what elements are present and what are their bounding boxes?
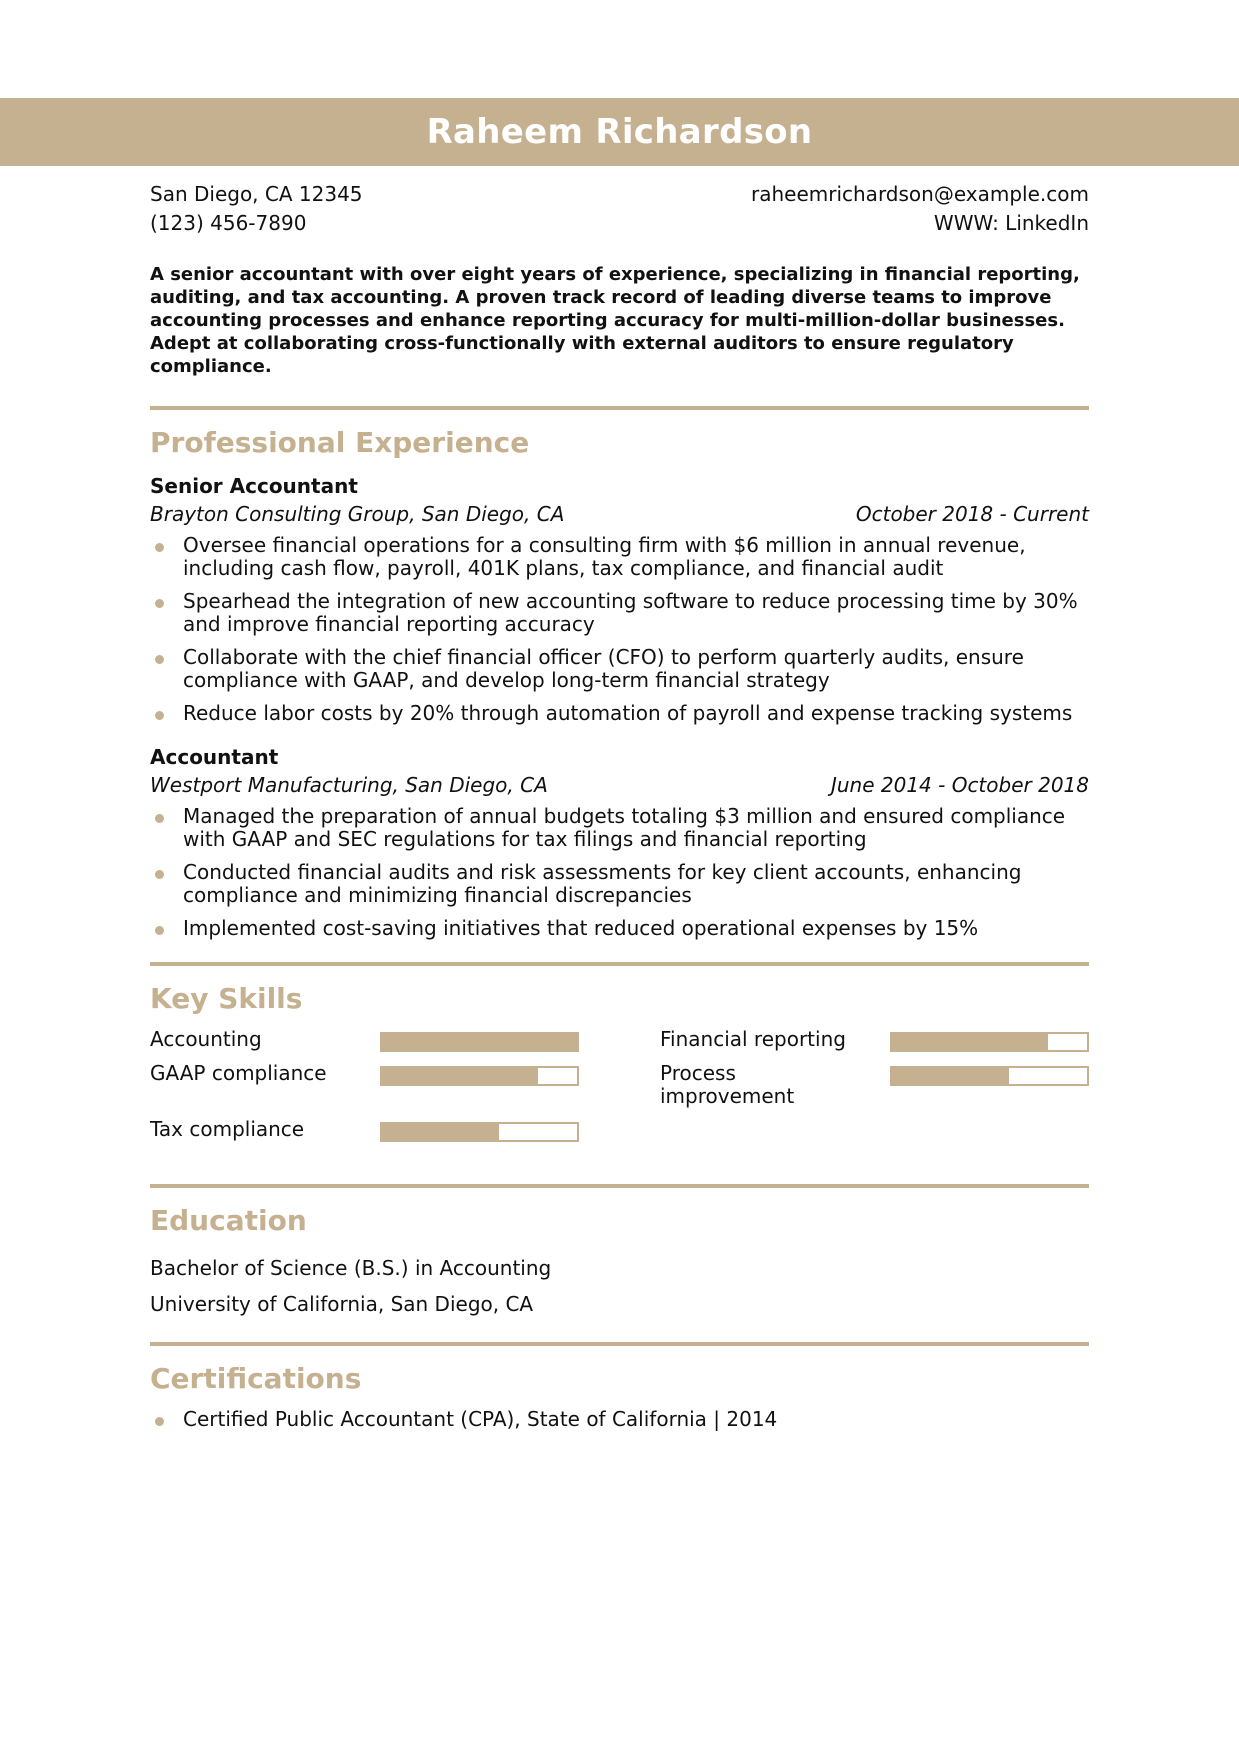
bullet-item — [150, 917, 1089, 940]
section-title-experience: Professional Experience — [150, 426, 530, 459]
skill-name: Financial reporting — [660, 1027, 846, 1051]
skill-name: Accounting — [150, 1027, 262, 1051]
bullet-dot-icon — [155, 655, 164, 664]
job-company: Westport Manufacturing, San Diego, CA — [150, 773, 548, 797]
education-degree: Bachelor of Science (B.S.) in Accounting — [150, 1256, 552, 1280]
section-divider — [150, 962, 1089, 966]
bullet-item — [150, 646, 1089, 692]
contact-email[interactable]: raheemrichardson@example.com — [750, 182, 1089, 206]
skill-level-bar — [380, 1066, 579, 1086]
section-title-certifications: Certifications — [150, 1362, 362, 1395]
bullet-item — [150, 534, 1089, 580]
section-title-skills: Key Skills — [150, 982, 303, 1015]
bullet-text: Implemented cost-saving initiatives that reduced operational expenses by 15% — [183, 916, 979, 940]
contact-right — [751, 180, 1089, 238]
skill-level-fill — [382, 1068, 538, 1084]
job-bullets — [150, 805, 1089, 940]
bullet-dot-icon — [155, 1417, 164, 1426]
bullet-item — [150, 702, 1089, 725]
section-divider — [150, 1184, 1089, 1188]
job-title: Senior Accountant — [150, 474, 358, 498]
bullet-text: Managed the preparation of annual budgets totaling $3 million and ensured compliance with GAAP and SEC regulations for tax filings and financial reporting — [183, 804, 1066, 851]
skill-level-bar — [890, 1066, 1089, 1086]
header-band — [0, 98, 1239, 166]
section-title-education: Education — [150, 1204, 307, 1237]
bullet-dot-icon — [155, 926, 164, 935]
job-meta — [150, 771, 1089, 799]
job-company: Brayton Consulting Group, San Diego, CA — [150, 502, 565, 526]
bullet-dot-icon — [155, 711, 164, 720]
bullet-item — [150, 590, 1089, 636]
skills-grid — [150, 1028, 1089, 1148]
contact-block — [150, 180, 1089, 238]
education-school: University of California, San Diego, CA — [150, 1292, 534, 1316]
skill-name: GAAP compliance — [150, 1061, 327, 1085]
bullet-dot-icon — [155, 599, 164, 608]
section-divider — [150, 1342, 1089, 1346]
job-meta — [150, 500, 1089, 528]
job-title: Accountant — [150, 745, 279, 769]
job-bullets — [150, 534, 1089, 725]
bullet-item — [150, 861, 1089, 907]
contact-website[interactable]: WWW: LinkedIn — [933, 211, 1089, 235]
skill-level-bar — [380, 1032, 579, 1052]
summary-paragraph: A senior accountant with over eight years of experience, specializing in financial reporting, auditing, and tax accounting. A proven track record of leading diverse teams to improve accounting processes and enhance reporting accuracy for multi-million-dollar businesses. Adept at collaborating cross-functionally with external auditors to ensure regulatory compliance. — [150, 264, 1080, 377]
skill-level-bar — [890, 1032, 1089, 1052]
bullet-dot-icon — [155, 543, 164, 552]
job-entry — [150, 743, 1089, 940]
job-dates: October 2018 - Current — [855, 502, 1089, 526]
bullet-text: Conducted financial audits and risk assessments for key client accounts, enhancing compliance and minimizing financial discrepancies — [183, 860, 1022, 907]
resume-content — [150, 180, 1089, 1441]
skill-level-fill — [892, 1034, 1048, 1050]
skill-name: Process improvement — [660, 1061, 795, 1108]
bullet-text: Oversee financial operations for a consulting firm with $6 million in annual revenue, including cash flow, payroll, 401K plans, tax compliance, and financial audit — [183, 533, 1026, 580]
bullet-dot-icon — [155, 814, 164, 823]
candidate-name: Raheem Richardson — [426, 112, 813, 152]
job-dates: June 2014 - October 2018 — [830, 773, 1089, 797]
skill-level-bar — [380, 1122, 579, 1142]
skill-level-fill — [382, 1034, 577, 1050]
section-divider — [150, 406, 1089, 410]
skill-level-fill — [382, 1124, 499, 1140]
certification-text: Certified Public Accountant (CPA), State of California | 2014 — [183, 1407, 778, 1431]
bullet-text: Reduce labor costs by 20% through automation of payroll and expense tracking systems — [183, 701, 1073, 725]
bullet-item — [150, 805, 1089, 851]
bullet-item — [150, 1408, 1089, 1431]
skill-level-fill — [892, 1068, 1009, 1084]
job-entry — [150, 472, 1089, 725]
bullet-text: Spearhead the integration of new accounting software to reduce processing time by 30% and improve financial reporting accuracy — [183, 589, 1078, 636]
bullet-dot-icon — [155, 870, 164, 879]
contact-address: San Diego, CA 12345 — [150, 182, 363, 206]
skill-name: Tax compliance — [150, 1117, 305, 1141]
certifications-list — [150, 1408, 1089, 1431]
contact-phone: (123) 456-7890 — [150, 211, 307, 235]
contact-left — [150, 180, 363, 238]
bullet-text: Collaborate with the chief financial officer (CFO) to perform quarterly audits, ensure compliance with GAAP, and develop long-term financial strategy — [183, 645, 1024, 692]
